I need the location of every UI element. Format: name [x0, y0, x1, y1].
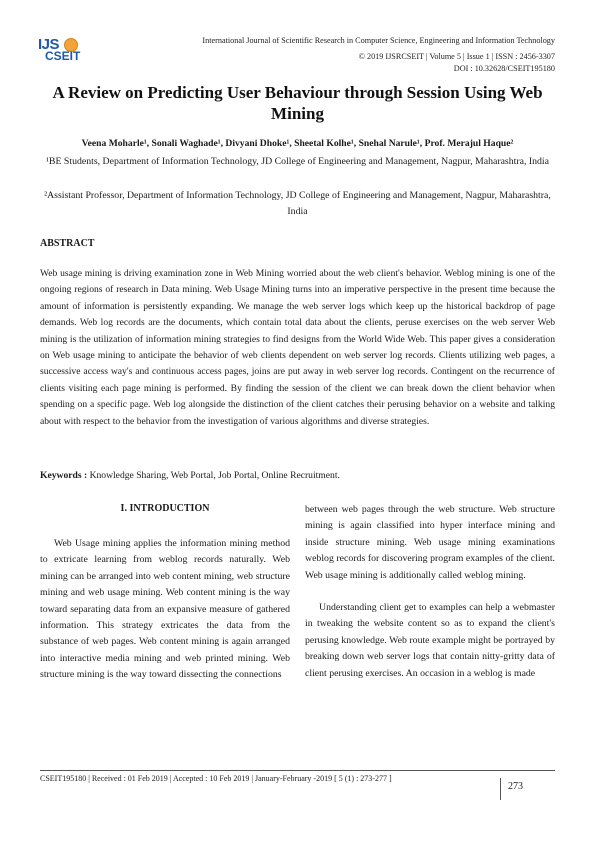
keywords [40, 468, 555, 484]
logo-text-bottom: CSEIT [45, 49, 81, 63]
section-heading-introduction: I. INTRODUCTION [120, 503, 210, 514]
journal-logo [38, 36, 90, 68]
journal-name: International Journal of Scientific Research in Computer Science, Engineering and Information Technology [202, 36, 555, 45]
page-number: 273 [508, 781, 523, 792]
keywords-label: Keywords : [40, 470, 88, 481]
footer-rule [40, 770, 555, 771]
left-column [40, 536, 290, 684]
abstract-heading: ABSTRACT [40, 238, 95, 249]
keywords-text: Knowledge Sharing, Web Portal, Job Portal, Online Recruitment. [87, 470, 340, 481]
footer-citation: CSEIT195180 | Received : 01 Feb 2019 | Accepted : 10 Feb 2019 | January-February -2019 [ 5 (1) : 273-277 ] [40, 774, 392, 783]
affiliation-1: ¹BE Students, Department of Information Technology, JD College of Engineering and Management, Nagpur, Maharashtra, India [46, 156, 549, 167]
issue-info: © 2019 IJSRCSEIT | Volume 5 | Issue 1 | ISSN : 2456-3307 [358, 52, 555, 61]
doi: DOI : 10.32628/CSEIT195180 [453, 64, 555, 73]
intro-paragraph-2: Understanding client get to examples can help a webmaster in tweaking the website content so as to expand the client's perusing knowledge. Web route example might be portrayed by breaking down web server logs that contain nitty-gritty data of client perusing exercises. An occasion in a weblog is made [305, 602, 555, 679]
affiliation-2: ²Assistant Professor, Department of Information Technology, JD College of Engineering and Management, Nagpur, Maharashtra, India [44, 190, 551, 217]
intro-paragraph-continued: between web pages through the web structure. Web structure mining is again classified into hyper interface mining and inside structure mining. Web usage mining examinations weblog records for discovering program examples of the client. Web usage mining is additionally called weblog mining. [305, 504, 555, 581]
intro-paragraph-1: Web Usage mining applies the information mining method to extricate learning from weblog records naturally. Web mining can be arranged into web content mining, web structure mining and web usage mining. Web content mining is the way toward separating data from an expansive measure of gathered information. This strategy extricates the data from the substance of web pages. Web content mining is again arranged into interactive media mining and web printed mining. Web structure mining is the way toward dissecting the connections [40, 538, 290, 681]
paper-title: A Review on Predicting User Behaviour through Session Using Web Mining [52, 83, 543, 123]
right-column [305, 502, 555, 682]
logo-text-top: IJS [38, 36, 60, 53]
author-list: Veena Moharle¹, Sonali Waghade¹, Divyani Dhoke¹, Sheetal Kolhe¹, Snehal Narule¹, Prof. Merajul Haque² [81, 138, 514, 149]
abstract-text: Web usage mining is driving examination zone in Web Mining worried about the web client's behavior. Weblog mining is one of the ongoing regions of research in Data mining. Web Usage Mining turns into an imperative perspective in the present time because the amount of information is persistently expanding. We manage the web server logs which keep up the historical backdrop of page demands. Web log records are the documents, which contain total data about the clients, peruse exercises on the web server Web mining is the utilization of information mining strategies to find designs from the World Wide Web. This paper gives a consideration on Web usage mining to anticipate the behavior of web clients dependent on web server log records. Clients utilizing web pages, a successive access way's and continuous access pages, joins are put away in web server log records. Contingent on the recurrence of clients visiting each page mining is performed. By finding the session of the client we can break down the client behavior when spending on a specific page. Web log alongside the distinction of the client catches their perusing behavior on a website and talking about with respect to the behavior from the investigation of various algorithms and diverse strategies. [40, 268, 555, 427]
